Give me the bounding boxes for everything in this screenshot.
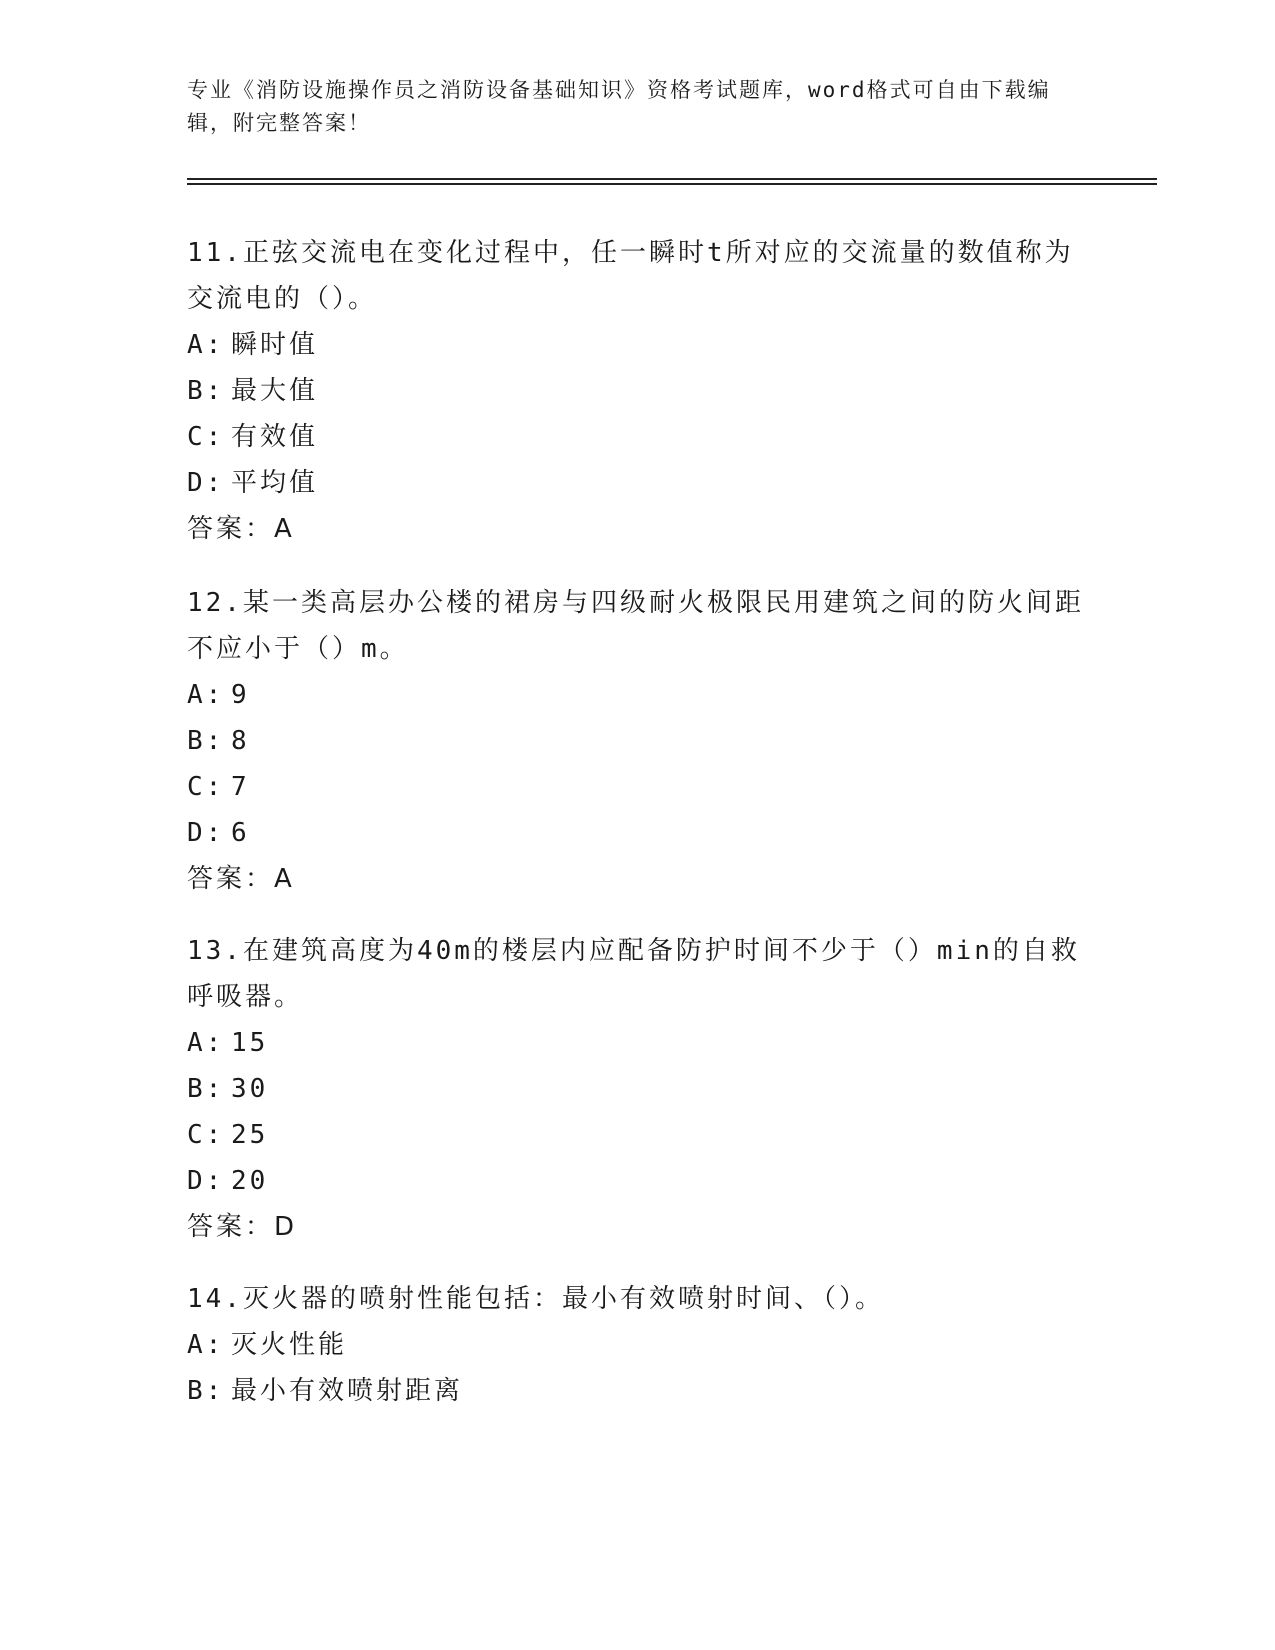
option-text: 9 (231, 680, 250, 710)
question-stem-cont: 呼吸器。 (187, 982, 304, 1012)
option-a (187, 1322, 1087, 1368)
option-b (187, 718, 1087, 764)
option-key: D: (187, 818, 225, 848)
answer: 答案：D (187, 1212, 298, 1242)
option-key: C: (187, 422, 225, 452)
question-12 (187, 580, 1087, 902)
question-11 (187, 230, 1087, 552)
option-c (187, 414, 1087, 460)
option-key: A: (187, 1330, 225, 1360)
option-c (187, 1112, 1087, 1158)
question-stem: 12.某一类高层办公楼的裙房与四级耐火极限民用建筑之间的防火间距 (187, 588, 1084, 618)
option-key: A: (187, 1028, 225, 1058)
option-key: D: (187, 1166, 225, 1196)
option-key: C: (187, 1120, 225, 1150)
option-key: B: (187, 1376, 225, 1406)
option-key: A: (187, 680, 225, 710)
option-text: 25 (231, 1120, 269, 1150)
option-text: 最大值 (231, 376, 319, 406)
option-key: A: (187, 330, 225, 360)
option-text: 灭火性能 (231, 1330, 348, 1360)
option-b (187, 1066, 1087, 1112)
question-14 (187, 1276, 1087, 1414)
question-13 (187, 928, 1087, 1250)
question-stem: 11.正弦交流电在变化过程中，任一瞬时t所对应的交流量的数值称为 (187, 238, 1074, 268)
option-a (187, 1020, 1087, 1066)
option-b (187, 1368, 1087, 1414)
option-a (187, 672, 1087, 718)
option-text: 6 (231, 818, 250, 848)
option-text: 最小有效喷射距离 (231, 1376, 464, 1406)
option-key: D: (187, 468, 225, 498)
option-d (187, 1158, 1087, 1204)
option-text: 15 (231, 1028, 269, 1058)
option-a (187, 322, 1087, 368)
answer: 答案：A (187, 864, 295, 894)
option-b (187, 368, 1087, 414)
option-text: 瞬时值 (231, 330, 319, 360)
document-header: 专业《消防设施操作员之消防设备基础知识》资格考试题库，word格式可自由下载编辑，附完整答案！ (187, 78, 1051, 135)
answer: 答案：A (187, 514, 295, 544)
question-stem: 14.灭火器的喷射性能包括：最小有效喷射时间、（）。 (187, 1284, 884, 1314)
option-d (187, 810, 1087, 856)
option-c (187, 764, 1087, 810)
option-text: 有效值 (231, 422, 319, 452)
option-key: C: (187, 772, 225, 802)
option-text: 20 (231, 1166, 269, 1196)
header-divider-bottom (187, 183, 1157, 185)
question-stem: 13.在建筑高度为40m的楼层内应配备防护时间不少于（）min的自救 (187, 936, 1080, 966)
option-text: 30 (231, 1074, 269, 1104)
option-key: B: (187, 726, 225, 756)
option-text: 平均值 (231, 468, 319, 498)
question-stem-cont: 交流电的（）。 (187, 284, 378, 314)
option-text: 7 (231, 772, 250, 802)
option-key: B: (187, 1074, 225, 1104)
question-stem-cont: 不应小于（）m。 (187, 634, 409, 664)
option-key: B: (187, 376, 225, 406)
header-divider-top (187, 178, 1157, 180)
option-d (187, 460, 1087, 506)
option-text: 8 (231, 726, 250, 756)
